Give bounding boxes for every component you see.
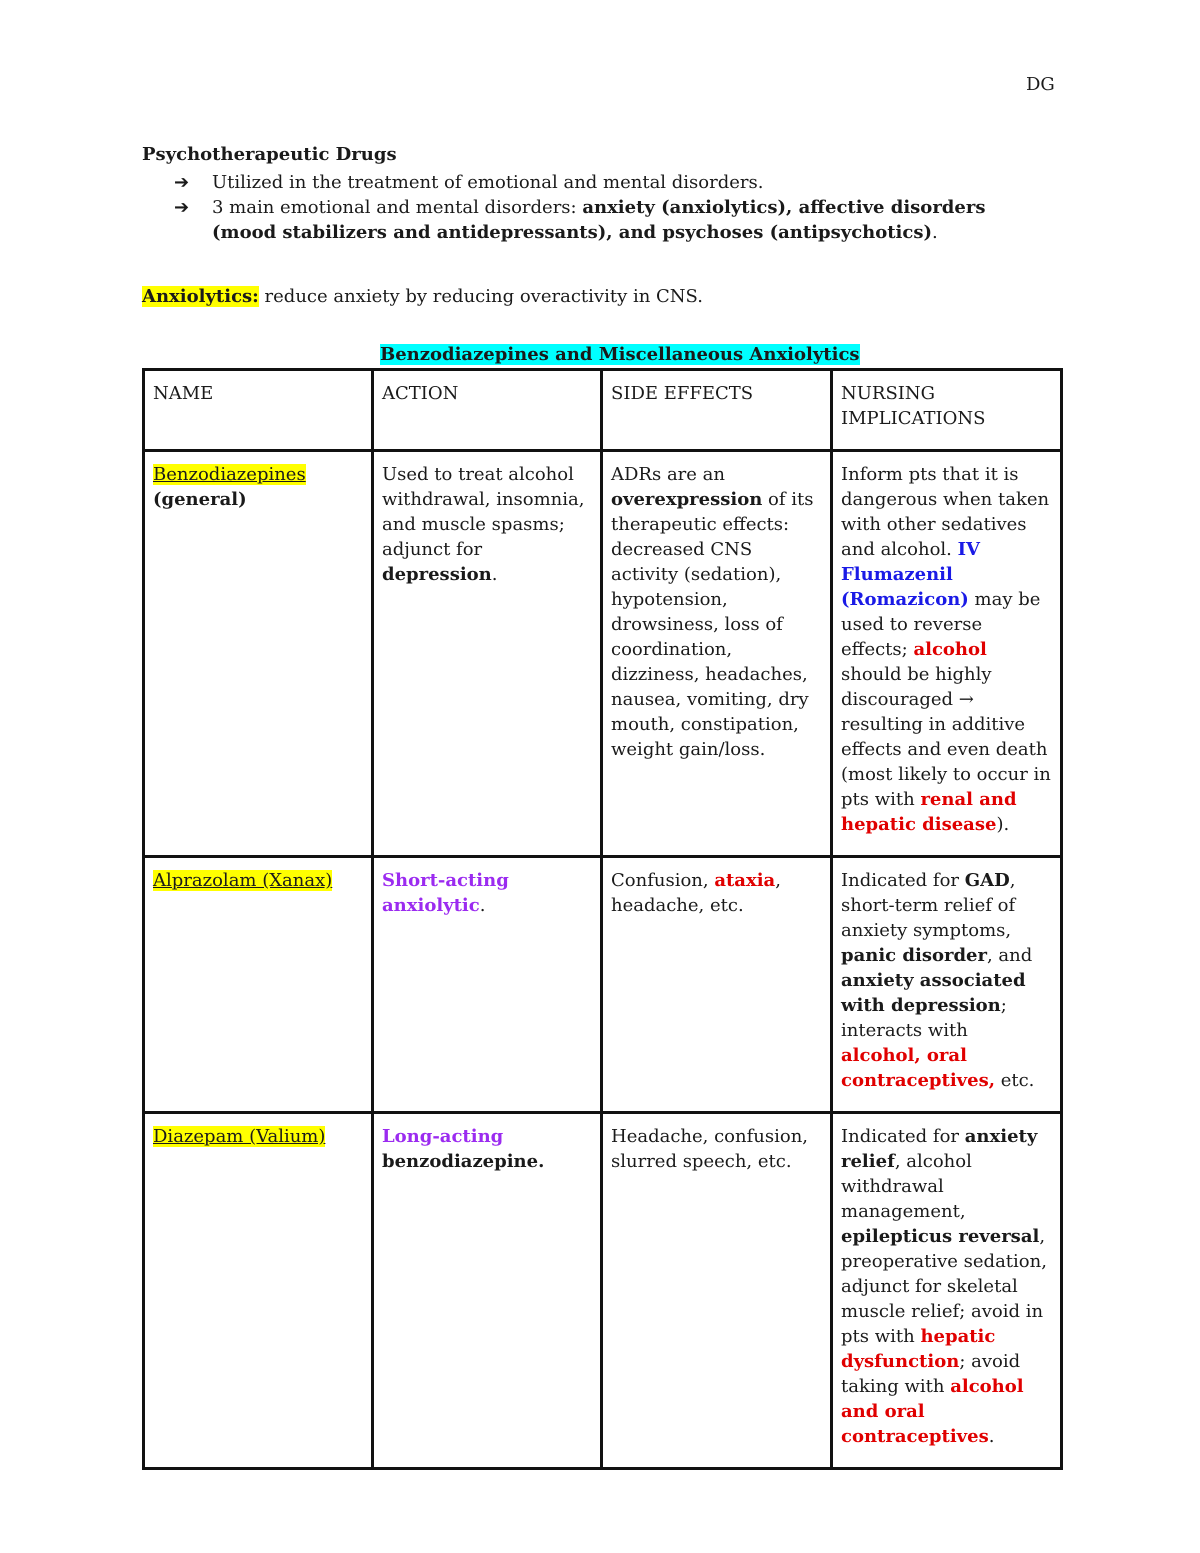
- header-name: NAME: [144, 370, 373, 451]
- bullet-item: [174, 170, 1014, 195]
- nursing-red-2: renal and hepatic disease: [841, 789, 1017, 835]
- action-cell: [373, 857, 602, 1113]
- bullet-text: 3 main emotional and mental disorders:: [212, 197, 583, 218]
- nursing-text-3: , and: [986, 945, 1033, 966]
- nursing-cell: [832, 857, 1062, 1113]
- nursing-text-2: , short-term relief of anxiety symptoms,: [841, 870, 1016, 941]
- side-bold: overexpression: [611, 489, 763, 510]
- table-row: [144, 857, 1062, 1113]
- nursing-text: Indicated for: [841, 1126, 965, 1147]
- table-header-row: [144, 370, 1062, 451]
- drug-name-cell: [144, 1113, 373, 1469]
- side-text: ADRs are an: [611, 464, 725, 485]
- drug-name-sub: (general): [153, 489, 247, 510]
- arrow-right-icon: ➔: [174, 172, 190, 193]
- anxiolytics-label: Anxiolytics:: [142, 286, 259, 307]
- nursing-cell: [832, 451, 1062, 857]
- nursing-text-4: ).: [996, 814, 1010, 835]
- arrow-right-icon: ➔: [174, 197, 190, 218]
- bullet-list: [174, 170, 1014, 245]
- anxiolytics-definition: [142, 284, 703, 309]
- bullet-text: Utilized in the treatment of emotional and mental disorders.: [212, 172, 764, 193]
- nursing-text-2: may be used to reverse effects;: [841, 589, 1041, 660]
- nursing-bold-2: panic disorder: [841, 945, 987, 966]
- side-text-2: of its therapeutic effects: decreased CNS activity (sedation), hypotension, drowsiness, loss of coordination, dizziness, headaches, nausea, vomiting, dry mouth, constipation, weight gain/loss.: [611, 489, 814, 760]
- side-effects-cell: Headache, confusion, slurred speech, etc.: [602, 1113, 832, 1469]
- nursing-bold-3: anxiety associated with depression: [841, 970, 1026, 1016]
- nursing-bold-2: epilepticus reversal: [841, 1226, 1040, 1247]
- bullet-bold-text: anxiety (anxiolytics), affective disorders (mood stabilizers and antidepressants), and psychoses (antipsychotics): [212, 197, 986, 243]
- nursing-text-4: ; interacts with: [841, 995, 1007, 1041]
- header-action: ACTION: [373, 370, 602, 451]
- side-effects-cell: [602, 451, 832, 857]
- nursing-text-3: should be highly discouraged → resulting in additive effects and even death (most likely to occur in pts with: [841, 664, 1051, 810]
- action-purple: Short-acting anxiolytic: [382, 870, 509, 916]
- drug-name: Alprazolam (Xanax): [153, 870, 333, 891]
- nursing-red: alcohol, oral contraceptives,: [841, 1045, 995, 1091]
- table-row: [144, 451, 1062, 857]
- table-caption: [380, 342, 860, 367]
- header-side-effects: SIDE EFFECTS: [602, 370, 832, 451]
- drug-name-cell: [144, 451, 373, 857]
- action-end: .: [479, 895, 486, 916]
- anxiolytics-text: reduce anxiety by reducing overactivity in CNS.: [258, 286, 703, 307]
- nursing-red: alcohol: [913, 639, 987, 660]
- nursing-text-2: , alcohol withdrawal management,: [841, 1151, 972, 1222]
- side-text-2: , headache, etc.: [611, 870, 781, 916]
- action-end: .: [491, 564, 498, 585]
- drug-name-cell: [144, 857, 373, 1113]
- nursing-text-5: .: [988, 1426, 995, 1447]
- action-cell: [373, 1113, 602, 1469]
- side-red: ataxia: [714, 870, 776, 891]
- drug-name: Diazepam (Valium): [153, 1126, 326, 1147]
- drug-table: [142, 368, 1063, 1470]
- page-title: Psychotherapeutic Drugs: [142, 144, 397, 165]
- action-bold: benzodiazepine.: [382, 1151, 545, 1172]
- action-cell: [373, 451, 602, 857]
- nursing-text-3: , preoperative sedation, adjunct for skeletal muscle relief; avoid in pts with: [841, 1226, 1047, 1347]
- nursing-text-4: ; avoid taking with: [841, 1351, 1021, 1397]
- nursing-text: Inform pts that it is dangerous when taken with other sedatives and alcohol.: [841, 464, 1050, 560]
- side-effects-cell: [602, 857, 832, 1113]
- table-row: [144, 1113, 1062, 1469]
- action-text: Used to treat alcohol withdrawal, insomnia, and muscle spasms; adjunct for: [382, 464, 585, 560]
- nursing-blue: IV Flumazenil (Romazicon): [841, 539, 980, 610]
- nursing-bold: GAD: [964, 870, 1010, 891]
- nursing-cell: [832, 1113, 1062, 1469]
- action-bold: depression: [382, 564, 492, 585]
- nursing-red: hepatic dysfunction: [841, 1326, 996, 1372]
- header-initials: DG: [1026, 74, 1055, 95]
- action-purple: Long-acting: [382, 1126, 504, 1147]
- drug-name: Benzodiazepines: [153, 464, 306, 485]
- bullet-item: [174, 195, 1014, 245]
- nursing-red-2: alcohol and oral contraceptives: [841, 1376, 1024, 1447]
- table-caption-text: Benzodiazepines and Miscellaneous Anxiolytics: [380, 344, 860, 365]
- nursing-text-5: etc.: [994, 1070, 1035, 1091]
- nursing-text: Indicated for: [841, 870, 965, 891]
- nursing-bold: anxiety relief: [841, 1126, 1038, 1172]
- bullet-end: .: [932, 222, 938, 243]
- header-nursing-implications: NURSING IMPLICATIONS: [832, 370, 1062, 451]
- side-text: Confusion,: [611, 870, 715, 891]
